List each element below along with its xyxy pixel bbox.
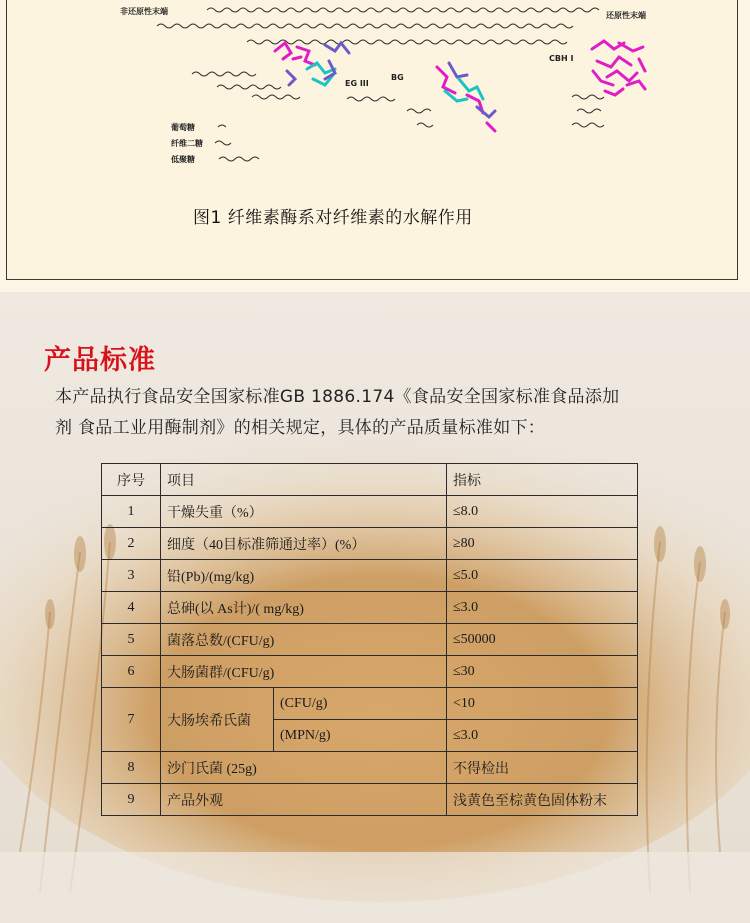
quality-standard-table [101,463,638,816]
cell-no: 7 [102,688,161,752]
oligo-fragment [217,85,281,89]
cell-no: 1 [102,496,161,528]
cell-value: 不得检出 [447,752,638,784]
cell-no: 4 [102,592,161,624]
eg3-enzyme [275,43,349,85]
cell-no: 3 [102,560,161,592]
cellulose-chain [207,8,599,12]
non-reducing-end-label: 非还原性末端 [120,7,168,16]
cbh1-label: CBH I [549,54,574,63]
table-row [102,656,638,688]
figure-panel [6,0,738,280]
cell-item: 铅(Pb)/(mg/kg) [161,560,447,592]
cell-item: 大肠菌群/(CFU/g) [161,656,447,688]
cellulose-chain [247,40,567,44]
table-row [102,752,638,784]
table-row [102,528,638,560]
cell-no: 8 [102,752,161,784]
cell-subitem: (MPN/g) [274,720,447,752]
cell-value: ≤3.0 [447,592,638,624]
cellobiose-glyph [215,141,231,145]
cell-item: 沙门氏菌 (25g) [161,752,447,784]
cell-item: 细度（40目标准筛通过率）(%） [161,528,447,560]
oligo-fragment [572,95,604,99]
cell-item: 总砷(以 As计)/( mg/kg) [161,592,447,624]
cell-value: ≤5.0 [447,560,638,592]
cell-no: 6 [102,656,161,688]
cellulose-chain [157,24,573,28]
table-row [102,560,638,592]
table-row [102,784,638,816]
cell-value: ≤30 [447,656,638,688]
cell-item: 产品外观 [161,784,447,816]
cell-item: 菌落总数/(CFU/g) [161,624,447,656]
oligo-fragment [572,123,604,127]
eg3-label: EG III [345,79,369,88]
table-row [102,592,638,624]
cell-no: 9 [102,784,161,816]
header-value: 指标 [447,464,638,496]
cell-value: <10 [447,688,638,720]
oligo-fragment [347,97,395,101]
cell-value: ≤50000 [447,624,638,656]
cell-value: ≤3.0 [447,720,638,752]
figure-section [0,0,750,292]
oligo-fragment [252,95,300,99]
intro-line: 剂 食品工业用酶制剂》的相关规定，具体的产品质量标准如下： [55,418,546,438]
cbh1-enzyme [592,41,645,95]
intro-line: 本产品执行食品安全国家标准GB 1886.174《食品安全国家标准食品添加 [55,387,620,407]
oligosaccharide-glyph [219,157,259,161]
oligo-fragment [407,109,431,113]
intro-paragraph [55,382,705,444]
oligo-fragment [417,123,433,127]
cell-item: 大肠埃希氏菌 [161,688,274,752]
bg-enzyme [437,63,495,131]
oligosaccharide-label: 低聚糖 [171,155,195,164]
oligo-fragment [192,72,256,76]
hydrolysis-diagram [7,0,737,279]
cell-no: 2 [102,528,161,560]
cell-value: ≥80 [447,528,638,560]
product-standard-section [0,292,750,923]
cellobiose-label: 纤维二糖 [171,139,203,148]
reducing-end-label: 还原性末端 [606,11,646,20]
cell-value: 浅黄色至棕黄色固体粉末 [447,784,638,816]
glucose-label: 葡萄糖 [171,123,195,132]
oligo-fragment [577,109,601,113]
header-no: 序号 [102,464,161,496]
header-item: 项目 [161,464,447,496]
table-row [102,688,638,720]
cell-subitem: (CFU/g) [274,688,447,720]
table-header-row [102,464,638,496]
table-row [102,496,638,528]
glucose-glyph [218,125,226,127]
cell-value: ≤8.0 [447,496,638,528]
bg-label: BG [391,73,404,82]
cell-item: 干燥失重（%） [161,496,447,528]
figure-caption: 图1 纤维素酶系对纤维素的水解作用 [193,208,473,228]
cell-no: 5 [102,624,161,656]
table-row [102,624,638,656]
section-title: 产品标准 [44,345,156,376]
